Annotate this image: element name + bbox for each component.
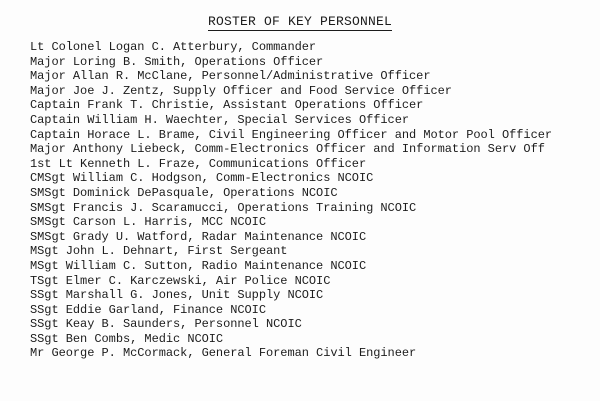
personnel-entry: 1st Lt Kenneth L. Fraze, Communications Officer xyxy=(30,156,367,171)
personnel-entry: Lt Colonel Logan C. Atterbury, Commander xyxy=(30,40,317,54)
document-title-text: ROSTER OF KEY PERSONNEL xyxy=(207,14,393,29)
personnel-entry: Mr George P. McCormack, General Foreman Civil Engineer xyxy=(30,346,417,361)
personnel-entry: CMSgt William C. Hodgson, Comm-Electronics NCOIC xyxy=(30,171,374,186)
personnel-entry: MSgt William C. Sutton, Radio Maintenance NCOIC xyxy=(30,258,367,273)
personnel-entry: SMSgt Grady U. Watford, Radar Maintenance NCOIC xyxy=(30,229,367,244)
personnel-entry: Major Allan R. McClane, Personnel/Administrative Officer xyxy=(30,69,431,84)
personnel-entry: SSgt Keay B. Saunders, Personnel NCOIC xyxy=(30,317,302,332)
personnel-list xyxy=(30,40,596,361)
personnel-entry: Major Loring B. Smith, Operations Officer xyxy=(30,54,324,69)
personnel-entry: SMSgt Francis J. Scaramucci, Operations Training NCOIC xyxy=(30,200,417,215)
personnel-entry: SMSgt Carson L. Harris, MCC NCOIC xyxy=(30,215,266,230)
document-title xyxy=(0,14,600,30)
personnel-entry: SSgt Ben Combs, Medic NCOIC xyxy=(30,331,224,346)
personnel-entry: MSgt John L. Dehnart, First Sergeant xyxy=(30,244,288,259)
personnel-entry: Captain Frank T. Christie, Assistant Operations Officer xyxy=(30,98,424,113)
personnel-entry: Major Anthony Liebeck, Comm-Electronics Officer and Information Serv Off xyxy=(30,142,545,157)
personnel-entry: Captain William H. Waechter, Special Services Officer xyxy=(30,112,410,127)
personnel-entry: Major Joe J. Zentz, Supply Officer and Food Service Officer xyxy=(30,83,452,98)
personnel-entry: SSgt Marshall G. Jones, Unit Supply NCOIC xyxy=(30,288,324,303)
personnel-entry: SSgt Eddie Garland, Finance NCOIC xyxy=(30,302,266,317)
personnel-entry: Captain Horace L. Brame, Civil Engineering Officer and Motor Pool Officer xyxy=(30,127,553,142)
personnel-entry: TSgt Elmer C. Karczewski, Air Police NCOIC xyxy=(30,273,331,288)
personnel-entry: SMSgt Dominick DePasquale, Operations NCOIC xyxy=(30,185,338,200)
